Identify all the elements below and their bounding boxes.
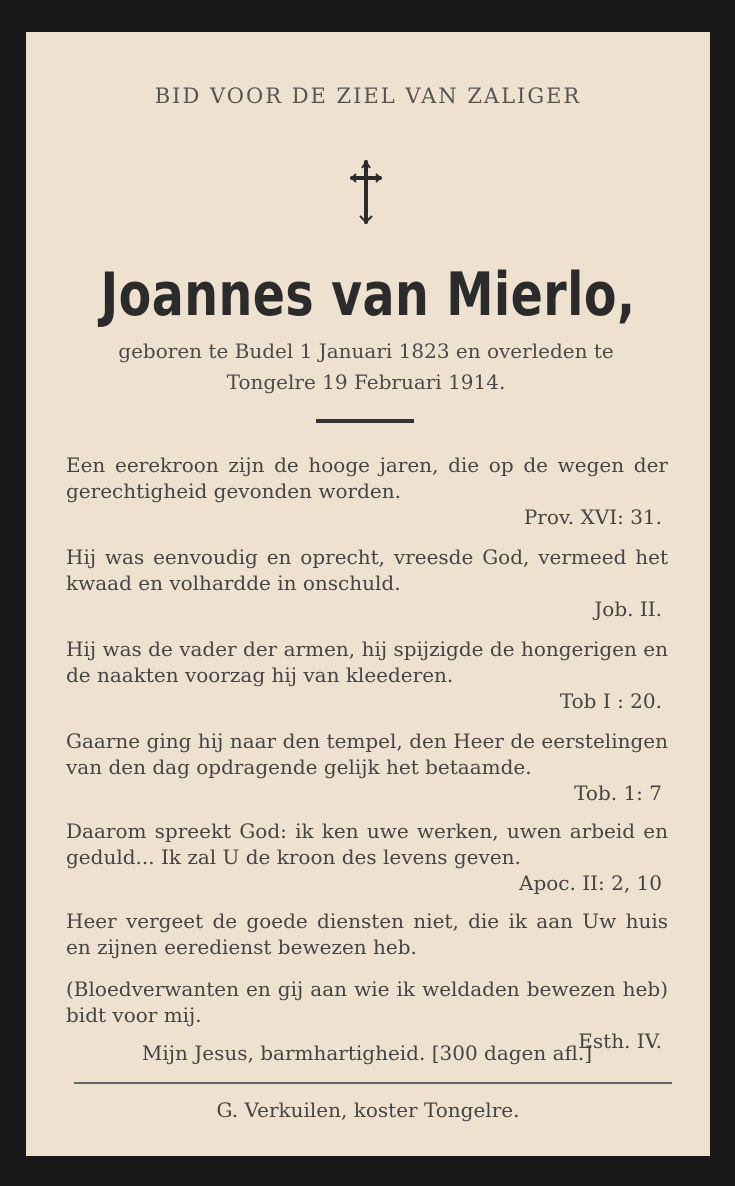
prayer-text: Mijn Jesus, barmhartigheid. [300 dagen afl.] [141,1041,593,1065]
memorial-card [26,32,710,1156]
verse-text: Een eerekroon zijn de hooge jaren, die op de wegen der gerechtigheid gevonden worden. [66,453,668,503]
verse-text: (Bloedverwanten en gij aan wie ik weldaden bewezen heb) bidt voor mij. [66,977,668,1027]
deceased-name: Joannes van Mierlo, [100,260,636,330]
verse-6 [66,908,668,960]
verse-2 [66,544,668,622]
birth-death-info [56,336,676,398]
verse-text: Daarom spreekt God: ik ken uwe werken, uwen arbeid en geduld... Ik zal U de kroon des levens geven. [66,819,668,869]
verse-reference: Apoc. II: 2, 10 [519,871,662,895]
verse-reference: Prov. XVI: 31. [523,505,662,529]
verse-text: Heer vergeet de goede diensten niet, die ik aan Uw huis en zijnen eeredienst bewezen heb. [66,909,668,959]
verse-1 [66,452,668,530]
verse-text: Gaarne ging hij naar den tempel, den Heer de eerstelingen van den dag opdragende gelijk het betaamde. [66,729,668,779]
divider [316,419,414,423]
prayer-line [66,1040,668,1066]
printer-credit: G. Verkuilen, koster Tongelre. [216,1098,520,1122]
footer-divider [74,1082,672,1084]
verse-5 [66,818,668,896]
verse-reference: Esth. IV. [578,1029,662,1053]
verse-text: Hij was de vader der armen, hij spijzigde de hongerigen en de naakten voorzag hij van kleederen. [66,637,668,687]
verse-4 [66,728,668,806]
verse-reference: Job. II. [594,597,662,621]
verse-3 [66,636,668,714]
card-header: BID VOOR DE ZIEL VAN ZALIGER [154,84,582,108]
death-line: Tongelre 19 Februari 1914. [226,370,506,394]
verse-reference: Tob. 1: 7 [574,781,662,805]
birth-line: geboren te Budel 1 Januari 1823 en overleden te [118,339,614,363]
cross-icon [346,160,386,224]
verse-reference: Tob I : 20. [559,689,662,713]
verse-text: Hij was eenvoudig en oprecht, vreesde God, vermeed het kwaad en volhardde in onschuld. [66,545,668,595]
